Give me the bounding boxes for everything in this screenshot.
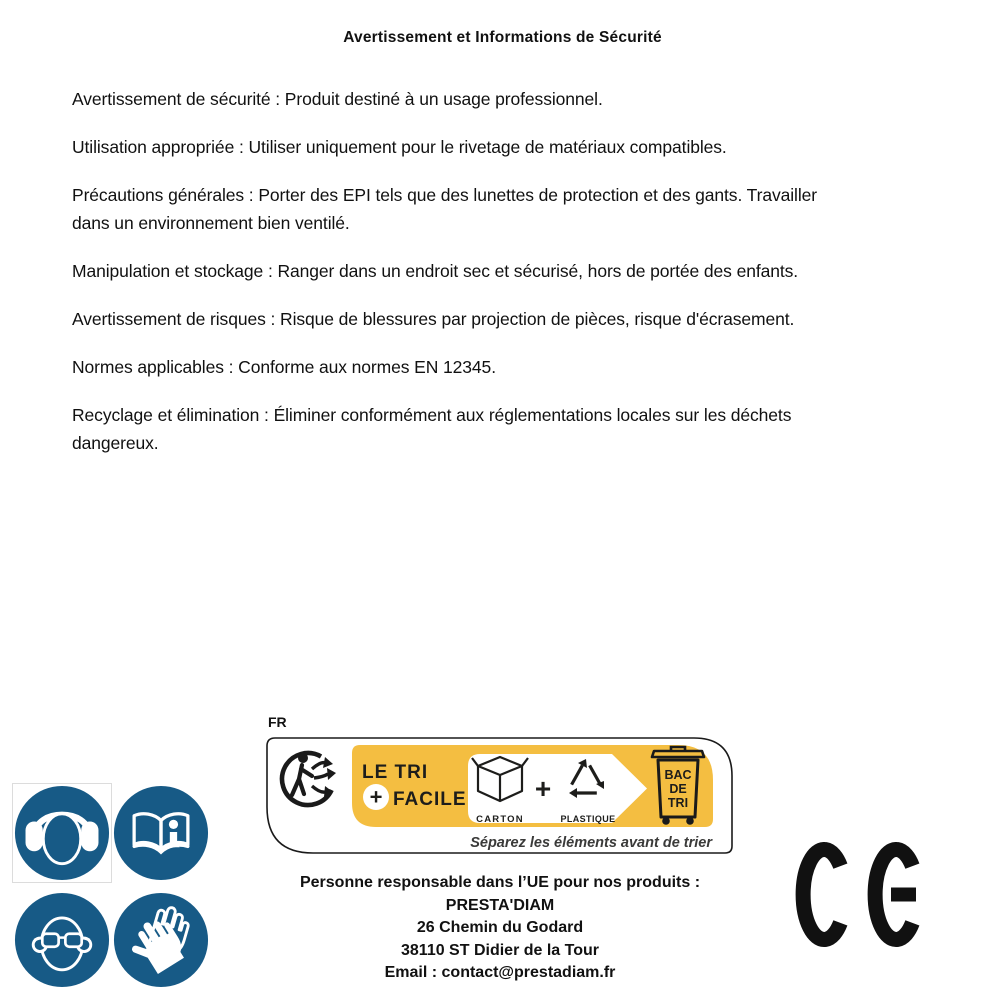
- materials-plus-sign: +: [534, 773, 552, 804]
- page-title: Avertissement et Informations de Sécurité: [343, 29, 662, 46]
- ce-marking-icon: [795, 842, 945, 948]
- contact-email: Email : contact@prestadiam.fr: [384, 964, 616, 982]
- safety-paragraphs: [72, 85, 987, 477]
- responsible-person-block: [250, 872, 750, 985]
- bin-label-bac: BAC: [664, 768, 692, 782]
- material-plastique-label: PLASTIQUE: [560, 814, 616, 824]
- paragraph-standards: Normes applicables : Conforme aux normes EN 12345.: [72, 357, 496, 377]
- address-street: 26 Chemin du Godard: [416, 919, 584, 937]
- country-code-label: FR: [268, 714, 287, 730]
- wear-ear-protection-icon: [14, 785, 110, 881]
- responsible-intro: Personne responsable dans l’UE pour nos produits :: [299, 874, 701, 891]
- paragraph-handling-storage: Manipulation et stockage : Ranger dans un endroit sec et sécurisé, hors de portée des enfants.: [72, 261, 799, 281]
- paragraph-appropriate-use: Utilisation appropriée : Utiliser uniquement pour le rivetage de matériaux compatibles.: [72, 137, 727, 157]
- paragraph-recycling-disposal: Recyclage et élimination : Éliminer conformément aux réglementations locales sur les déchets dangereux.: [72, 405, 792, 453]
- material-carton-label: CARTON: [476, 814, 524, 825]
- company-name: PRESTA'DIAM: [445, 896, 555, 914]
- read-instruction-manual-icon: [113, 785, 209, 881]
- wear-eye-protection-icon: [14, 892, 110, 988]
- wear-protective-gloves-icon: [113, 892, 209, 988]
- paragraph-risk-warning: Avertissement de risques : Risque de blessures par projection de pièces, risque d'écrasement.: [72, 309, 795, 329]
- bin-label-de: DE: [669, 782, 687, 796]
- address-city: 38110 ST Didier de la Tour: [401, 941, 599, 959]
- headline-plus-sign: +: [369, 784, 383, 810]
- recycling-sorting-banner: [266, 737, 734, 855]
- paragraph-general-precautions: Précautions générales : Porter des EPI tels que des lunettes de protection et des gants. Travailler dans un environnement bien ventilé.: [72, 185, 817, 233]
- headline-facile: FACILE: [393, 789, 467, 810]
- materials-bubble: [468, 754, 647, 823]
- bin-label-tri: TRI: [667, 796, 689, 810]
- paragraph-safety-warning: Avertissement de sécurité : Produit destiné à un usage professionnel.: [72, 89, 603, 109]
- headline-le-tri: LE TRI: [362, 762, 429, 783]
- sorting-caption: Séparez les éléments avant de trier: [470, 835, 712, 851]
